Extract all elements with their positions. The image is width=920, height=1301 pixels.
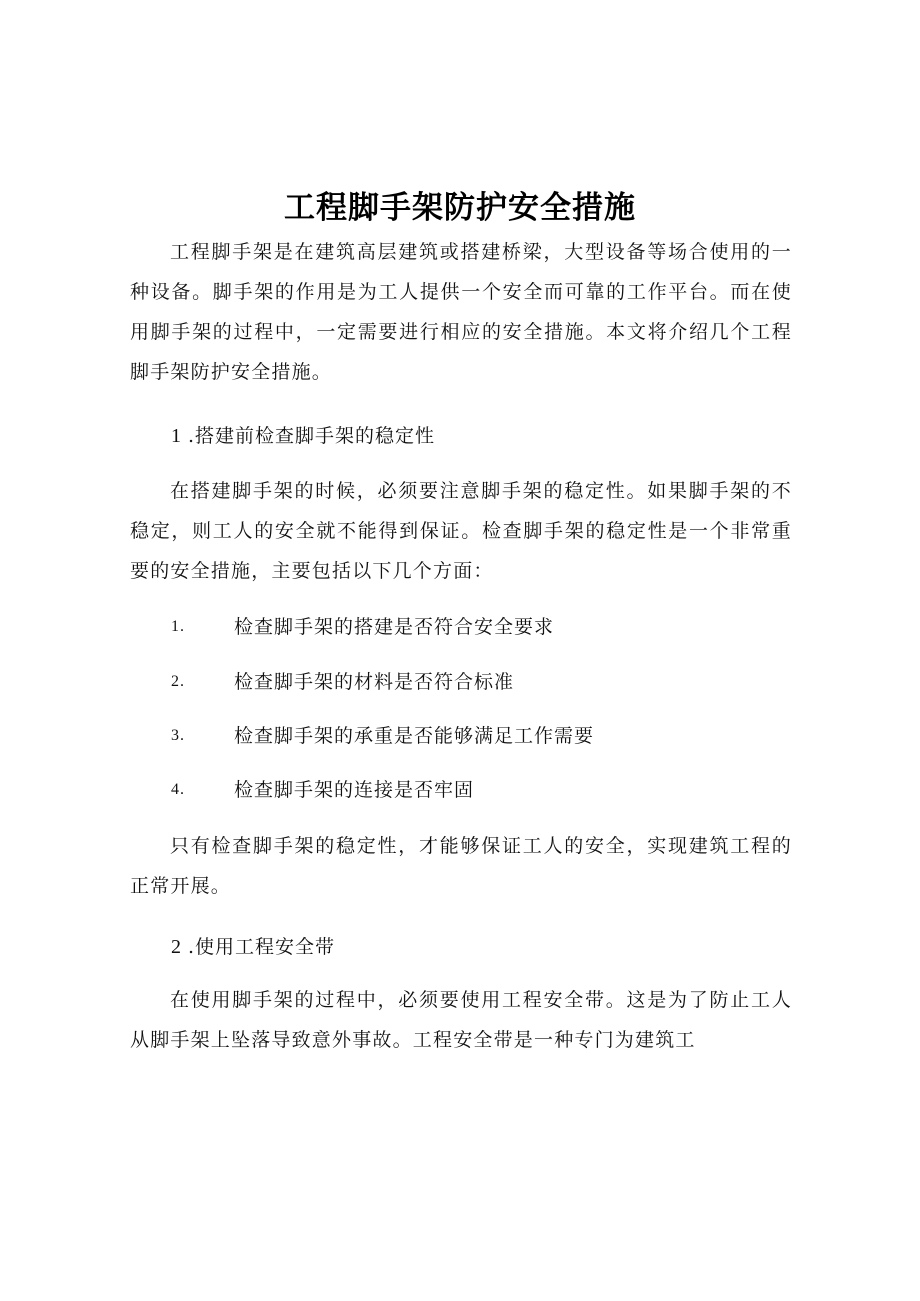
section-1-conclusion: 只有检查脚手架的稳定性，才能够保证工人的安全，实现建筑工程的正常开展。: [130, 835, 792, 897]
section-heading-1: [171, 421, 435, 451]
section-number: 2: [171, 936, 182, 958]
list-item-text: 检查脚手架的连接是否牢固: [234, 779, 475, 801]
section-heading-text: .使用工程安全带: [188, 936, 336, 958]
list-item: [171, 775, 791, 805]
section-number: 1: [171, 425, 182, 447]
list-marker: 3.: [171, 727, 185, 744]
list-item: [171, 721, 791, 751]
list-marker: 1.: [171, 618, 185, 635]
section-2-body: 在使用脚手架的过程中，必须要使用工程安全带。这是为了防止工人从脚手架上坠落导致意外事故。工程安全带是一种专门为建筑工: [130, 989, 792, 1051]
section-heading-text: .搭建前检查脚手架的稳定性: [188, 425, 436, 447]
section-1-body: 在搭建脚手架的时候，必须要注意脚手架的稳定性。如果脚手架的不稳定，则工人的安全就不能得到保证。检查脚手架的稳定性是一个非常重要的安全措施，主要包括以下几个方面：: [130, 480, 792, 582]
list-item-text: 检查脚手架的搭建是否符合安全要求: [234, 616, 555, 638]
document-title: 工程脚手架防护安全措施: [284, 190, 636, 226]
section-heading-2: [171, 932, 335, 962]
list-item-text: 检查脚手架的承重是否能够满足工作需要: [234, 725, 595, 747]
list-item: [171, 667, 791, 697]
intro-paragraph: 工程脚手架是在建筑高层建筑或搭建桥梁，大型设备等场合使用的一种设备。脚手架的作用是为工人提供一个安全而可靠的工作平台。而在使用脚手架的过程中，一定需要进行相应的安全措施。本文将介绍几个工程脚手架防护安全措施。: [130, 241, 792, 383]
list-item-text: 检查脚手架的材料是否符合标准: [234, 671, 515, 693]
list-marker: 2.: [171, 673, 185, 690]
list-item: [171, 612, 791, 642]
list-marker: 4.: [171, 781, 185, 798]
